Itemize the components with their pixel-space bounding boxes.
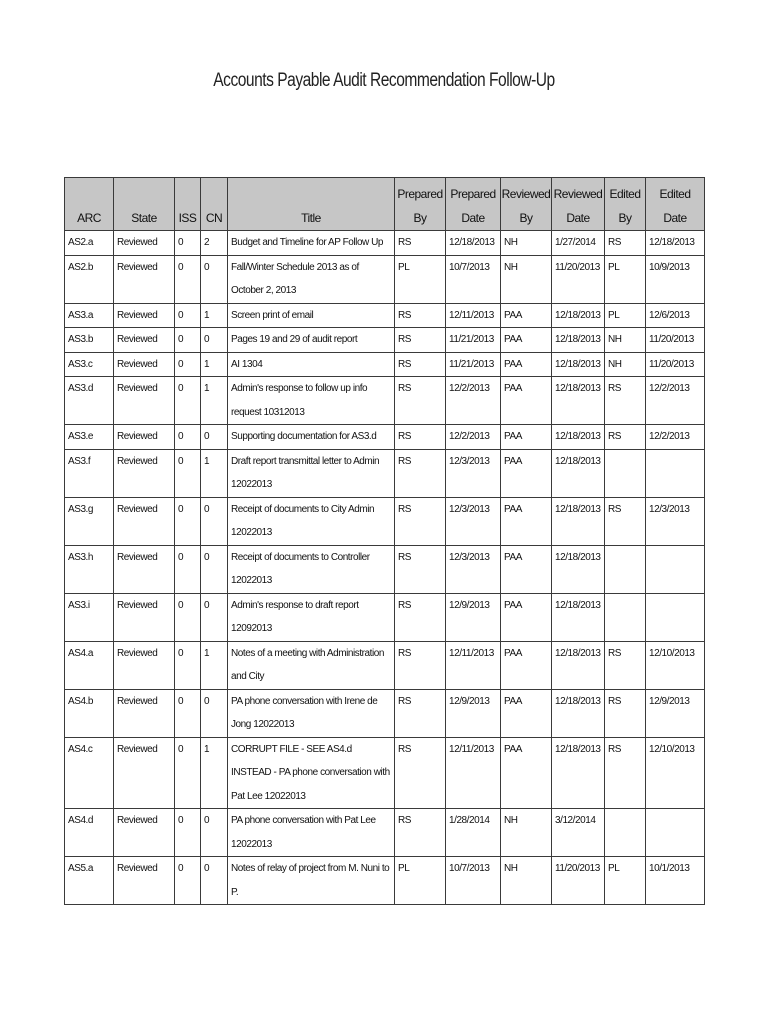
- cell-edited-date: 12/2/2013: [646, 425, 705, 450]
- cell-arc: AS2.b: [65, 255, 114, 303]
- cell-reviewed-date: 12/18/2013: [552, 303, 605, 328]
- cell-reviewed-date: 11/20/2013: [552, 857, 605, 905]
- cell-reviewed-date: 12/18/2013: [552, 425, 605, 450]
- cell-cn: 0: [201, 328, 228, 353]
- cell-arc: AS5.a: [65, 857, 114, 905]
- cell-prepared-date: 12/9/2013: [446, 689, 501, 737]
- cell-state: Reviewed: [114, 449, 175, 497]
- cell-edited-date: [646, 449, 705, 497]
- cell-prepared-by: RS: [395, 545, 446, 593]
- cell-cn: 0: [201, 255, 228, 303]
- cell-iss: 0: [175, 328, 201, 353]
- cell-state: Reviewed: [114, 809, 175, 857]
- cell-reviewed-date: 12/18/2013: [552, 641, 605, 689]
- table-row: [65, 255, 705, 303]
- cell-title: AI 1304: [228, 352, 395, 377]
- cell-edited-date: 12/2/2013: [646, 377, 705, 425]
- cell-edited-by: RS: [605, 737, 646, 809]
- cell-edited-date: 12/10/2013: [646, 641, 705, 689]
- cell-state: Reviewed: [114, 737, 175, 809]
- cell-reviewed-by: NH: [501, 255, 552, 303]
- cell-prepared-by: RS: [395, 737, 446, 809]
- cell-reviewed-by: PAA: [501, 545, 552, 593]
- table-row: [65, 377, 705, 425]
- table-body: [65, 231, 705, 905]
- cell-cn: 1: [201, 377, 228, 425]
- table-row: [65, 689, 705, 737]
- cell-iss: 0: [175, 593, 201, 641]
- cell-iss: 0: [175, 689, 201, 737]
- cell-prepared-date: 12/11/2013: [446, 737, 501, 809]
- cell-state: Reviewed: [114, 231, 175, 256]
- cell-prepared-by: RS: [395, 593, 446, 641]
- header-title: Title: [228, 178, 395, 231]
- cell-reviewed-date: 12/18/2013: [552, 328, 605, 353]
- cell-reviewed-by: NH: [501, 231, 552, 256]
- cell-edited-by: RS: [605, 231, 646, 256]
- table-row: [65, 497, 705, 545]
- cell-arc: AS2.a: [65, 231, 114, 256]
- cell-title: PA phone conversation with Irene de Jong 12022013: [228, 689, 395, 737]
- cell-iss: 0: [175, 497, 201, 545]
- cell-edited-by: PL: [605, 255, 646, 303]
- cell-prepared-by: RS: [395, 809, 446, 857]
- cell-arc: AS3.g: [65, 497, 114, 545]
- cell-prepared-by: RS: [395, 328, 446, 353]
- cell-arc: AS4.d: [65, 809, 114, 857]
- cell-edited-date: 12/9/2013: [646, 689, 705, 737]
- cell-prepared-by: RS: [395, 303, 446, 328]
- cell-reviewed-by: PAA: [501, 328, 552, 353]
- cell-state: Reviewed: [114, 303, 175, 328]
- cell-prepared-by: PL: [395, 255, 446, 303]
- cell-prepared-date: 10/7/2013: [446, 857, 501, 905]
- cell-arc: AS3.c: [65, 352, 114, 377]
- cell-edited-by: PL: [605, 303, 646, 328]
- cell-prepared-date: 12/18/2013: [446, 231, 501, 256]
- cell-title: Admin's response to draft report 12092013: [228, 593, 395, 641]
- cell-iss: 0: [175, 857, 201, 905]
- cell-edited-by: RS: [605, 377, 646, 425]
- cell-title: Notes of relay of project from M. Nuni to P.: [228, 857, 395, 905]
- cell-reviewed-date: 12/18/2013: [552, 449, 605, 497]
- cell-edited-by: RS: [605, 425, 646, 450]
- cell-state: Reviewed: [114, 425, 175, 450]
- cell-iss: 0: [175, 449, 201, 497]
- cell-state: Reviewed: [114, 255, 175, 303]
- cell-arc: AS4.c: [65, 737, 114, 809]
- cell-edited-date: 12/10/2013: [646, 737, 705, 809]
- cell-edited-date: [646, 809, 705, 857]
- cell-cn: 0: [201, 497, 228, 545]
- table-row: [65, 449, 705, 497]
- cell-reviewed-by: NH: [501, 809, 552, 857]
- cell-iss: 0: [175, 303, 201, 328]
- header-prepared-by: Prepared By: [395, 178, 446, 231]
- cell-title: Fall/Winter Schedule 2013 as of October 2, 2013: [228, 255, 395, 303]
- cell-reviewed-date: 3/12/2014: [552, 809, 605, 857]
- header-cn: CN: [201, 178, 228, 231]
- cell-prepared-date: 10/7/2013: [446, 255, 501, 303]
- cell-state: Reviewed: [114, 593, 175, 641]
- cell-title: Receipt of documents to Controller 12022013: [228, 545, 395, 593]
- cell-state: Reviewed: [114, 328, 175, 353]
- cell-reviewed-date: 12/18/2013: [552, 377, 605, 425]
- cell-state: Reviewed: [114, 545, 175, 593]
- cell-prepared-by: RS: [395, 231, 446, 256]
- cell-reviewed-by: PAA: [501, 641, 552, 689]
- cell-state: Reviewed: [114, 641, 175, 689]
- cell-prepared-date: 12/2/2013: [446, 377, 501, 425]
- table-row: [65, 545, 705, 593]
- cell-reviewed-date: 12/18/2013: [552, 352, 605, 377]
- cell-arc: AS3.a: [65, 303, 114, 328]
- cell-reviewed-by: PAA: [501, 737, 552, 809]
- cell-arc: AS3.f: [65, 449, 114, 497]
- cell-reviewed-date: 11/20/2013: [552, 255, 605, 303]
- cell-title: Budget and Timeline for AP Follow Up: [228, 231, 395, 256]
- cell-edited-by: PL: [605, 857, 646, 905]
- header-prepared-date: Prepared Date: [446, 178, 501, 231]
- cell-cn: 1: [201, 737, 228, 809]
- cell-prepared-date: 12/3/2013: [446, 449, 501, 497]
- cell-cn: 0: [201, 809, 228, 857]
- cell-reviewed-date: 12/18/2013: [552, 689, 605, 737]
- cell-prepared-by: PL: [395, 857, 446, 905]
- table-row: [65, 809, 705, 857]
- cell-prepared-by: RS: [395, 641, 446, 689]
- cell-reviewed-by: NH: [501, 857, 552, 905]
- cell-edited-date: 12/18/2013: [646, 231, 705, 256]
- cell-reviewed-by: PAA: [501, 689, 552, 737]
- cell-arc: AS4.a: [65, 641, 114, 689]
- cell-edited-by: [605, 809, 646, 857]
- header-arc: ARC: [65, 178, 114, 231]
- cell-prepared-date: 12/9/2013: [446, 593, 501, 641]
- cell-reviewed-by: PAA: [501, 425, 552, 450]
- cell-prepared-date: 11/21/2013: [446, 328, 501, 353]
- header-edited-date: Edited Date: [646, 178, 705, 231]
- cell-state: Reviewed: [114, 352, 175, 377]
- cell-reviewed-date: 1/27/2014: [552, 231, 605, 256]
- cell-cn: 1: [201, 449, 228, 497]
- header-row: [65, 178, 705, 231]
- table-row: [65, 328, 705, 353]
- table-row: [65, 857, 705, 905]
- cell-reviewed-date: 12/18/2013: [552, 593, 605, 641]
- cell-edited-by: [605, 593, 646, 641]
- cell-state: Reviewed: [114, 689, 175, 737]
- header-reviewed-by: Reviewed By: [501, 178, 552, 231]
- cell-prepared-date: 1/28/2014: [446, 809, 501, 857]
- cell-prepared-date: 12/2/2013: [446, 425, 501, 450]
- cell-title: Supporting documentation for AS3.d: [228, 425, 395, 450]
- cell-title: Notes of a meeting with Administration and City: [228, 641, 395, 689]
- cell-cn: 1: [201, 352, 228, 377]
- cell-reviewed-by: PAA: [501, 303, 552, 328]
- cell-prepared-by: RS: [395, 425, 446, 450]
- cell-cn: 0: [201, 425, 228, 450]
- cell-arc: AS3.e: [65, 425, 114, 450]
- header-state: State: [114, 178, 175, 231]
- audit-table-container: [64, 177, 704, 905]
- cell-edited-date: 12/3/2013: [646, 497, 705, 545]
- cell-title: Draft report transmittal letter to Admin 12022013: [228, 449, 395, 497]
- cell-reviewed-by: PAA: [501, 352, 552, 377]
- table-row: [65, 737, 705, 809]
- cell-iss: 0: [175, 545, 201, 593]
- cell-prepared-by: RS: [395, 377, 446, 425]
- cell-cn: 2: [201, 231, 228, 256]
- header-reviewed-date: Reviewed Date: [552, 178, 605, 231]
- cell-state: Reviewed: [114, 497, 175, 545]
- cell-edited-by: RS: [605, 497, 646, 545]
- cell-iss: 0: [175, 425, 201, 450]
- cell-reviewed-by: PAA: [501, 377, 552, 425]
- cell-edited-date: 12/6/2013: [646, 303, 705, 328]
- cell-title: Screen print of email: [228, 303, 395, 328]
- cell-edited-date: 11/20/2013: [646, 328, 705, 353]
- cell-title: PA phone conversation with Pat Lee 12022013: [228, 809, 395, 857]
- cell-cn: 0: [201, 857, 228, 905]
- cell-iss: 0: [175, 377, 201, 425]
- table-row: [65, 425, 705, 450]
- cell-reviewed-date: 12/18/2013: [552, 737, 605, 809]
- cell-prepared-by: RS: [395, 689, 446, 737]
- cell-iss: 0: [175, 809, 201, 857]
- cell-reviewed-by: PAA: [501, 497, 552, 545]
- cell-edited-by: NH: [605, 328, 646, 353]
- cell-reviewed-by: PAA: [501, 449, 552, 497]
- cell-edited-by: RS: [605, 689, 646, 737]
- cell-iss: 0: [175, 255, 201, 303]
- header-iss: ISS: [175, 178, 201, 231]
- cell-arc: AS3.d: [65, 377, 114, 425]
- cell-arc: AS3.b: [65, 328, 114, 353]
- cell-cn: 0: [201, 545, 228, 593]
- table-row: [65, 593, 705, 641]
- cell-edited-date: [646, 593, 705, 641]
- table-row: [65, 641, 705, 689]
- cell-edited-by: [605, 449, 646, 497]
- cell-arc: AS4.b: [65, 689, 114, 737]
- cell-prepared-by: RS: [395, 449, 446, 497]
- table-header: [65, 178, 705, 231]
- cell-state: Reviewed: [114, 377, 175, 425]
- table-row: [65, 231, 705, 256]
- cell-arc: AS3.h: [65, 545, 114, 593]
- cell-title: Pages 19 and 29 of audit report: [228, 328, 395, 353]
- cell-edited-by: [605, 545, 646, 593]
- cell-prepared-by: RS: [395, 497, 446, 545]
- cell-prepared-date: 12/3/2013: [446, 497, 501, 545]
- cell-edited-date: 11/20/2013: [646, 352, 705, 377]
- cell-iss: 0: [175, 352, 201, 377]
- cell-cn: 1: [201, 303, 228, 328]
- cell-prepared-date: 12/11/2013: [446, 641, 501, 689]
- cell-cn: 0: [201, 593, 228, 641]
- cell-prepared-date: 12/3/2013: [446, 545, 501, 593]
- cell-title: Admin's response to follow up info request 10312013: [228, 377, 395, 425]
- cell-arc: AS3.i: [65, 593, 114, 641]
- cell-edited-by: RS: [605, 641, 646, 689]
- cell-reviewed-date: 12/18/2013: [552, 497, 605, 545]
- cell-edited-date: 10/1/2013: [646, 857, 705, 905]
- cell-prepared-date: 11/21/2013: [446, 352, 501, 377]
- table-row: [65, 303, 705, 328]
- cell-reviewed-by: PAA: [501, 593, 552, 641]
- cell-state: Reviewed: [114, 857, 175, 905]
- cell-prepared-by: RS: [395, 352, 446, 377]
- cell-edited-date: [646, 545, 705, 593]
- cell-prepared-date: 12/11/2013: [446, 303, 501, 328]
- cell-reviewed-date: 12/18/2013: [552, 545, 605, 593]
- cell-iss: 0: [175, 231, 201, 256]
- cell-iss: 0: [175, 641, 201, 689]
- cell-edited-date: 10/9/2013: [646, 255, 705, 303]
- cell-cn: 0: [201, 689, 228, 737]
- page-title: Accounts Payable Audit Recommendation Follow-Up: [213, 70, 555, 91]
- cell-iss: 0: [175, 737, 201, 809]
- table-row: [65, 352, 705, 377]
- cell-title: Receipt of documents to City Admin 12022013: [228, 497, 395, 545]
- audit-recommendation-table: [64, 177, 705, 905]
- cell-title: CORRUPT FILE - SEE AS4.d INSTEAD - PA phone conversation with Pat Lee 12022013: [228, 737, 395, 809]
- cell-edited-by: NH: [605, 352, 646, 377]
- cell-cn: 1: [201, 641, 228, 689]
- header-edited-by: Edited By: [605, 178, 646, 231]
